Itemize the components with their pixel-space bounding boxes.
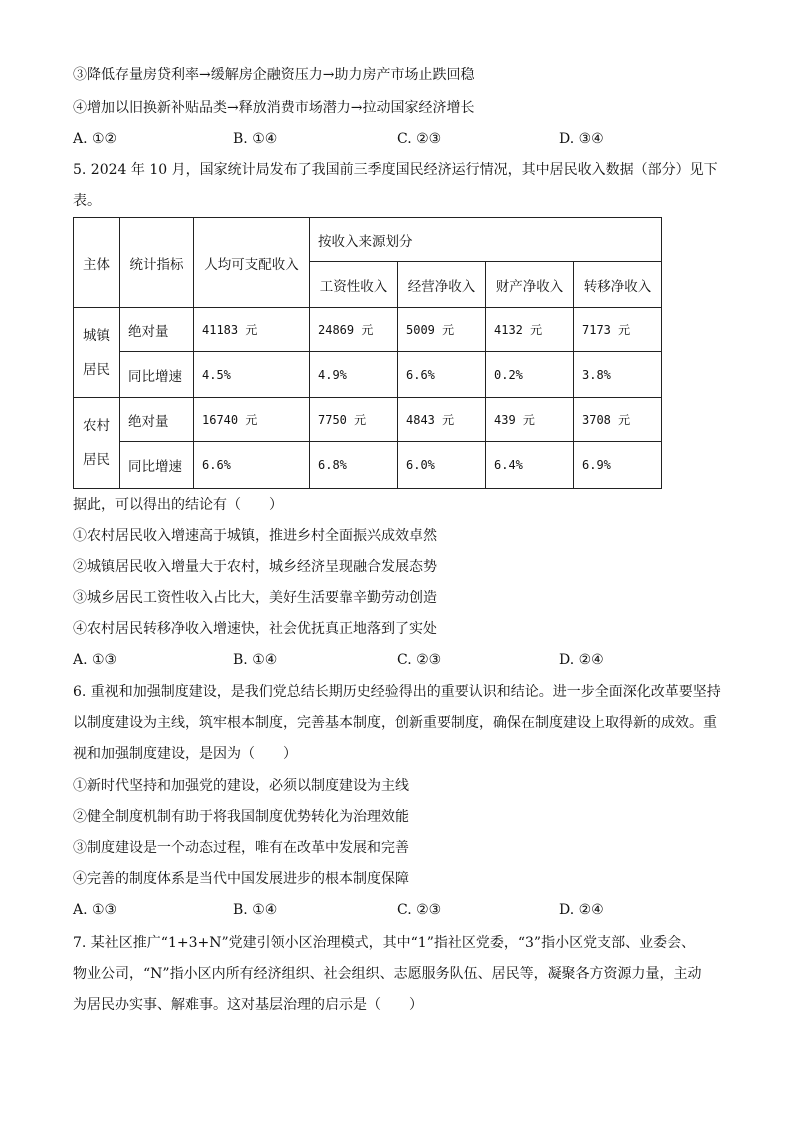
table-cell: 5009 元 [398, 308, 486, 352]
rural-label-2: 居民 [83, 452, 110, 468]
table-cell: 6.6% [398, 352, 486, 398]
header-indicator: 统计指标 [120, 218, 194, 308]
choice-d: D. ②④ [559, 652, 604, 668]
indicator-label: 同比增速 [120, 352, 194, 398]
table-cell: 4.5% [194, 352, 310, 398]
indicator-label: 绝对量 [120, 308, 194, 352]
indicator-label: 绝对量 [120, 398, 194, 442]
option-1: ①农村居民收入增速高于城镇，推进乡村全面振兴成效卓然 [73, 528, 437, 544]
choice-c: C. ②③ [397, 131, 442, 147]
choice-a: A. ①② [73, 131, 118, 147]
urban-label-2: 居民 [83, 361, 110, 378]
table-cell: 6.4% [486, 442, 574, 489]
header-disposable-income: 人均可支配收入 [194, 218, 310, 308]
table-cell: 6.8% [310, 442, 398, 489]
table-cell: 4.9% [310, 352, 398, 398]
table-cell: 6.9% [574, 442, 662, 489]
header-subject: 主体 [74, 218, 120, 308]
table-cell: 0.2% [486, 352, 574, 398]
header-transfer: 转移净收入 [574, 262, 662, 308]
table-cell: 41183 元 [194, 308, 310, 352]
income-table [73, 217, 662, 489]
header-business: 经营净收入 [398, 262, 486, 308]
choice-b: B. ①④ [233, 131, 278, 147]
question-5-stem: 5. 2024 年 10 月，国家统计局发布了我国前三季度国民经济运行情况，其中居民收入数据（部分）见下 [73, 162, 718, 178]
question-5-stem-cont: 表。 [73, 193, 101, 209]
table-cell: 4843 元 [398, 398, 486, 442]
option-3: ③降低存量房贷利率→缓解房企融资压力→助力房产市场止跌回稳 [73, 67, 475, 83]
table-cell: 16740 元 [194, 398, 310, 442]
table-cell: 4132 元 [486, 308, 574, 352]
header-wage: 工资性收入 [310, 262, 398, 308]
question-6-stem: 6. 重视和加强制度建设，是我们党总结长期历史经验得出的重要认识和结论。进一步全面深化改革要坚持 [73, 684, 721, 700]
question-7-stem: 7. 某社区推广“1+3+N”党建引领小区治理模式，其中“1”指社区党委，“3”指小区党支部、业委会、 [73, 935, 696, 951]
table-cell: 439 元 [486, 398, 574, 442]
table-cell: 3.8% [574, 352, 662, 398]
row-group-urban [74, 308, 120, 398]
header-property: 财产净收入 [486, 262, 574, 308]
table-cell: 7750 元 [310, 398, 398, 442]
choice-c: C. ②③ [397, 902, 442, 918]
question-7-stem-cont: 为居民办实事、解难事。这对基层治理的启示是（ ） [73, 997, 423, 1013]
option-3: ③制度建设是一个动态过程，唯有在改革中发展和完善 [73, 840, 409, 856]
table-cell: 6.6% [194, 442, 310, 489]
choice-d: D. ③④ [559, 131, 604, 147]
table-cell: 3708 元 [574, 398, 662, 442]
row-group-rural [74, 398, 120, 489]
table-cell: 7173 元 [574, 308, 662, 352]
question-6-stem-cont: 视和加强制度建设，是因为（ ） [73, 746, 297, 762]
answer-choices [73, 650, 633, 670]
choice-c: C. ②③ [397, 652, 442, 668]
rural-label-1: 农村 [83, 418, 110, 434]
choice-b: B. ①④ [233, 652, 278, 668]
table-cell: 24869 元 [310, 308, 398, 352]
answer-choices [73, 129, 633, 149]
option-1: ①新时代坚持和加强党的建设，必须以制度建设为主线 [73, 778, 409, 794]
option-4: ④农村居民转移净收入增速快，社会优抚真正地落到了实处 [73, 621, 437, 637]
answer-choices [73, 900, 633, 920]
question-5-prompt: 据此，可以得出的结论有（ ） [73, 497, 283, 513]
choice-d: D. ②④ [559, 902, 604, 918]
question-7-stem-cont: 物业公司，“N”指小区内所有经济组织、社会组织、志愿服务队伍、居民等，凝聚各方资源力量，主动 [73, 966, 702, 982]
choice-a: A. ①③ [73, 902, 118, 918]
question-6-stem-cont: 以制度建设为主线，筑牢根本制度，完善基本制度，创新重要制度，确保在制度建设上取得新的成效。重 [73, 715, 717, 731]
option-4: ④增加以旧换新补贴品类→释放消费市场潜力→拉动国家经济增长 [73, 100, 475, 116]
option-3: ③城乡居民工资性收入占比大，美好生活要靠辛勤劳动创造 [73, 590, 437, 606]
choice-a: A. ①③ [73, 652, 118, 668]
table-cell: 6.0% [398, 442, 486, 489]
choice-b: B. ①④ [233, 902, 278, 918]
indicator-label: 同比增速 [120, 442, 194, 489]
option-2: ②城镇居民收入增量大于农村，城乡经济呈现融合发展态势 [73, 559, 437, 575]
option-2: ②健全制度机制有助于将我国制度优势转化为治理效能 [73, 809, 409, 825]
urban-label-1: 城镇 [83, 327, 110, 344]
header-by-source: 按收入来源划分 [310, 218, 662, 262]
option-4: ④完善的制度体系是当代中国发展进步的根本制度保障 [73, 871, 409, 887]
